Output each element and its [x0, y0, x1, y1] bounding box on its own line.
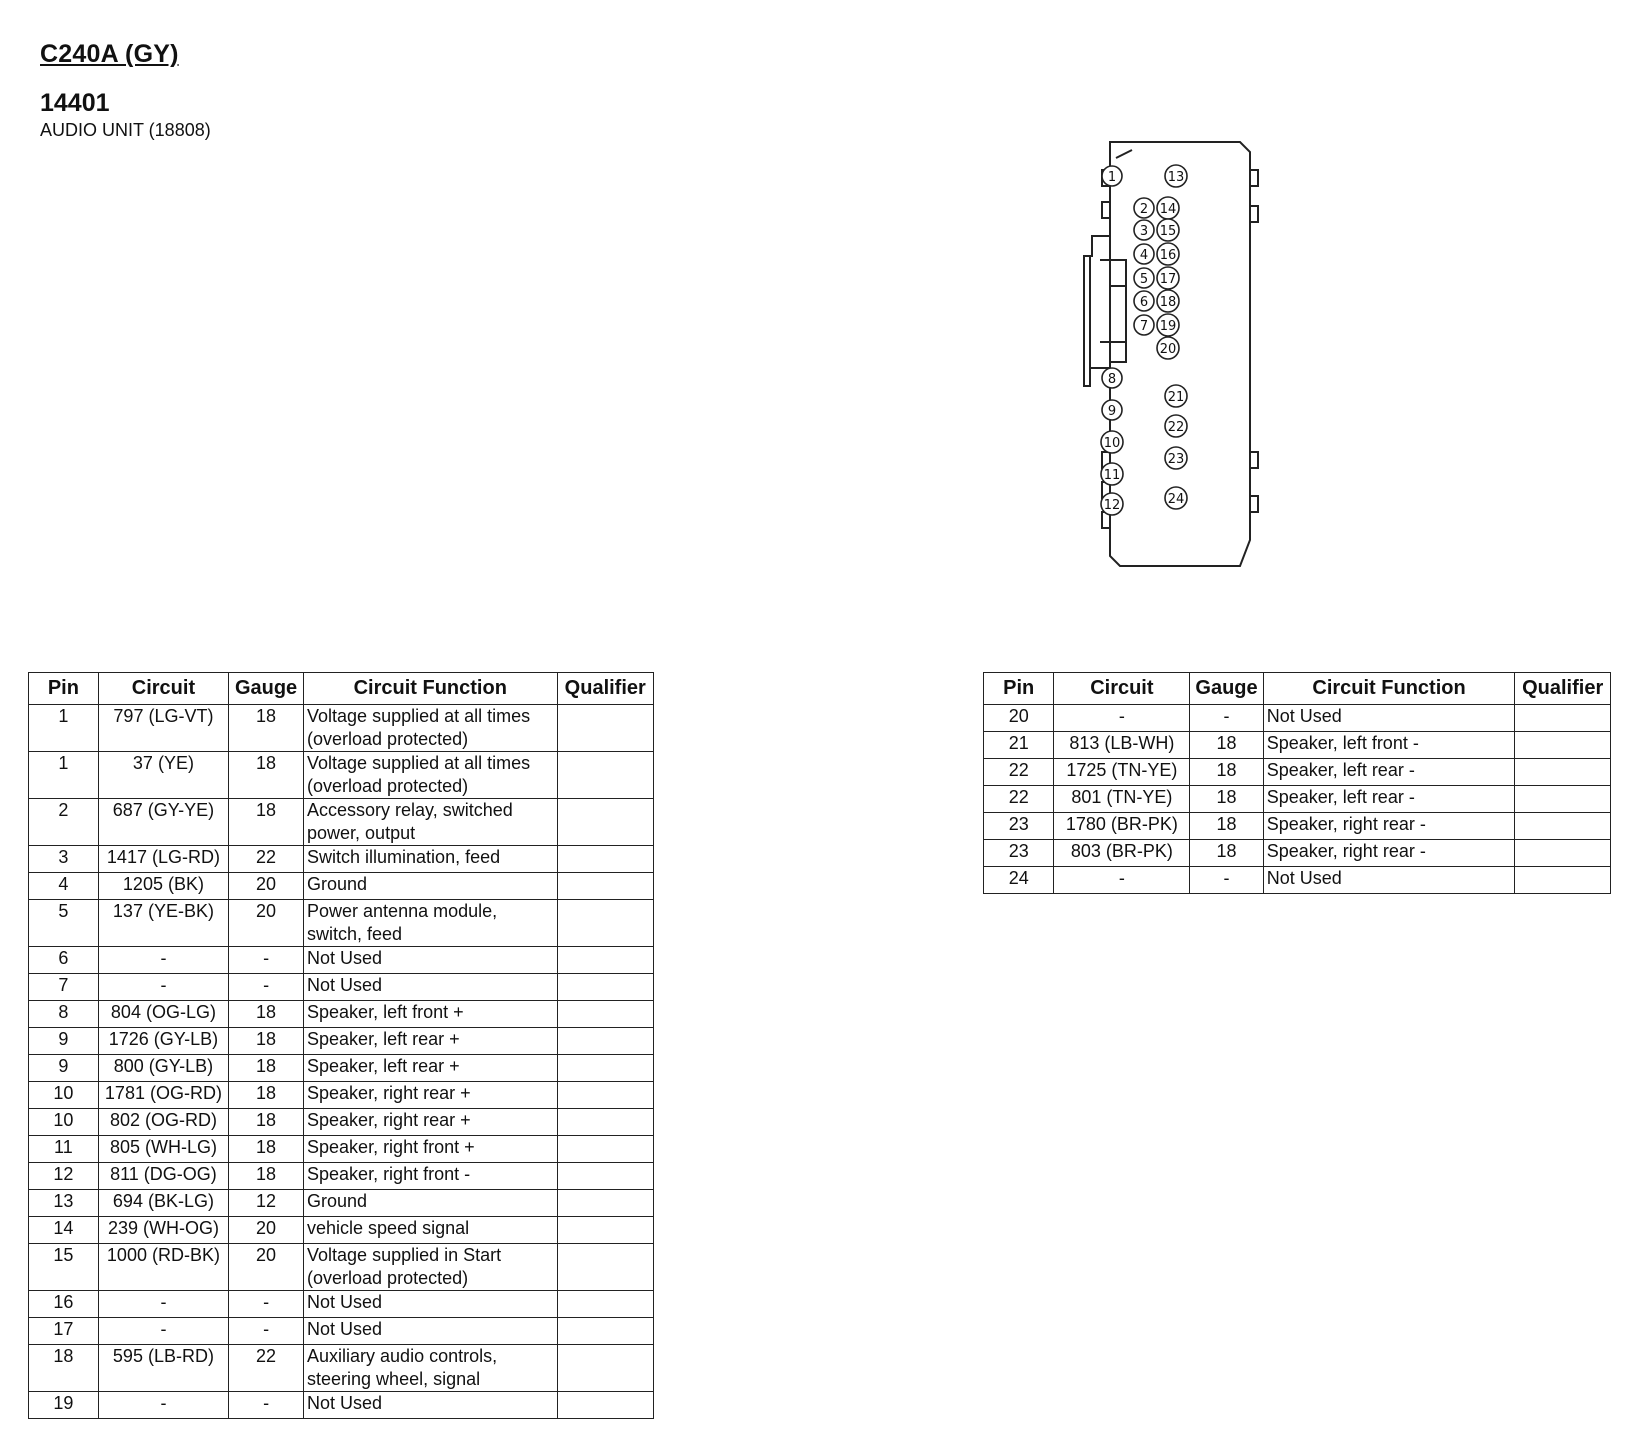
pin-marker	[1157, 219, 1179, 241]
cell-gauge: 18	[229, 799, 304, 846]
table-row	[29, 873, 654, 900]
table-row	[29, 846, 654, 873]
cell-gauge: 18	[1190, 732, 1263, 759]
table-header-row	[29, 673, 654, 705]
pin-label: 21	[1167, 390, 1185, 405]
cell-function: Auxiliary audio controls, steering wheel, signal	[304, 1345, 557, 1392]
cell-circuit: 1417 (LG-RD)	[98, 846, 228, 873]
pin-marker	[1157, 197, 1179, 219]
cell-pin: 3	[29, 846, 99, 873]
pin-marker	[1134, 315, 1154, 335]
cell-pin: 23	[984, 813, 1054, 840]
cell-qualifier	[557, 1217, 654, 1244]
pin-marker	[1165, 385, 1187, 407]
pin-label: 9	[1107, 404, 1117, 419]
cell-function: Speaker, right rear +	[304, 1082, 557, 1109]
cell-circuit: 137 (YE-BK)	[98, 900, 228, 947]
cell-qualifier	[557, 1190, 654, 1217]
cell-pin: 2	[29, 799, 99, 846]
cell-pin: 15	[29, 1244, 99, 1291]
cell-function: Power antenna module, switch, feed	[304, 900, 557, 947]
cell-gauge: 18	[1190, 840, 1263, 867]
document-header	[40, 40, 211, 141]
cell-gauge: 18	[229, 705, 304, 752]
cell-qualifier	[557, 1244, 654, 1291]
cell-gauge: 18	[229, 1001, 304, 1028]
cell-function: Not Used	[1263, 705, 1515, 732]
cell-pin: 21	[984, 732, 1054, 759]
table-row	[984, 813, 1611, 840]
cell-qualifier	[557, 705, 654, 752]
cell-pin: 17	[29, 1318, 99, 1345]
cell-qualifier	[1515, 786, 1611, 813]
cell-pin: 22	[984, 759, 1054, 786]
table-row	[29, 1217, 654, 1244]
cell-circuit: 687 (GY-YE)	[98, 799, 228, 846]
cell-gauge: -	[1190, 867, 1263, 894]
table-row	[29, 900, 654, 947]
cell-qualifier	[557, 1392, 654, 1419]
cell-pin: 7	[29, 974, 99, 1001]
cell-function: Accessory relay, switched power, output	[304, 799, 557, 846]
cell-function: Speaker, left rear +	[304, 1055, 557, 1082]
table-row	[29, 1318, 654, 1345]
cell-circuit: 813 (LB-WH)	[1054, 732, 1190, 759]
cell-gauge: 18	[229, 1028, 304, 1055]
cell-qualifier	[557, 974, 654, 1001]
cell-gauge: 20	[229, 873, 304, 900]
cell-pin: 4	[29, 873, 99, 900]
cell-gauge: 12	[229, 1190, 304, 1217]
pin-label: 23	[1167, 452, 1185, 467]
cell-pin: 11	[29, 1136, 99, 1163]
cell-gauge: 18	[229, 1163, 304, 1190]
cell-pin: 14	[29, 1217, 99, 1244]
cell-function: Not Used	[304, 974, 557, 1001]
cell-function: Speaker, right front -	[304, 1163, 557, 1190]
pin-marker	[1101, 431, 1123, 453]
table-row	[29, 947, 654, 974]
cell-qualifier	[557, 846, 654, 873]
cell-qualifier	[557, 1163, 654, 1190]
pin-marker	[1157, 243, 1179, 265]
table-row	[984, 705, 1611, 732]
pinout-table-right	[983, 672, 1611, 894]
cell-gauge: -	[229, 1291, 304, 1318]
pin-label: 20	[1159, 342, 1177, 357]
cell-gauge: 22	[229, 846, 304, 873]
cell-qualifier	[557, 1028, 654, 1055]
cell-gauge: -	[229, 974, 304, 1001]
pin-label: 17	[1159, 272, 1177, 287]
cell-circuit: 694 (BK-LG)	[98, 1190, 228, 1217]
cell-function: Not Used	[304, 1392, 557, 1419]
column-header-circuit: Circuit	[1054, 673, 1190, 705]
cell-function: Speaker, right rear +	[304, 1109, 557, 1136]
cell-circuit: 797 (LG-VT)	[98, 705, 228, 752]
cell-circuit: 805 (WH-LG)	[98, 1136, 228, 1163]
pin-marker	[1102, 368, 1122, 388]
cell-qualifier	[1515, 813, 1611, 840]
cell-function: Voltage supplied at all times (overload protected)	[304, 752, 557, 799]
cell-qualifier	[557, 1291, 654, 1318]
cell-function: Not Used	[1263, 867, 1515, 894]
pin-marker	[1134, 220, 1154, 240]
pin-label: 13	[1167, 170, 1185, 185]
pin-marker	[1134, 198, 1154, 218]
table-row	[29, 1028, 654, 1055]
pin-marker	[1101, 493, 1123, 515]
cell-circuit: -	[1054, 705, 1190, 732]
pin-marker	[1165, 165, 1187, 187]
cell-circuit: -	[98, 974, 228, 1001]
cell-circuit: 803 (BR-PK)	[1054, 840, 1190, 867]
cell-circuit: 1726 (GY-LB)	[98, 1028, 228, 1055]
cell-qualifier	[557, 799, 654, 846]
cell-gauge: 18	[229, 1136, 304, 1163]
cell-qualifier	[557, 873, 654, 900]
cell-pin: 8	[29, 1001, 99, 1028]
part-description: AUDIO UNIT (18808)	[40, 120, 211, 140]
cell-circuit: 1725 (TN-YE)	[1054, 759, 1190, 786]
pin-marker	[1101, 463, 1123, 485]
part-number: 14401	[40, 89, 110, 117]
table-row	[984, 759, 1611, 786]
cell-circuit: 802 (OG-RD)	[98, 1109, 228, 1136]
cell-qualifier	[557, 900, 654, 947]
cell-function: Speaker, left rear -	[1263, 759, 1515, 786]
cell-gauge: 18	[229, 1055, 304, 1082]
cell-qualifier	[1515, 732, 1611, 759]
cell-gauge: 18	[229, 752, 304, 799]
cell-pin: 13	[29, 1190, 99, 1217]
pin-marker	[1134, 268, 1154, 288]
cell-pin: 23	[984, 840, 1054, 867]
connector-face-diagram	[1080, 136, 1280, 576]
column-header-gauge: Gauge	[229, 673, 304, 705]
cell-function: Speaker, left rear -	[1263, 786, 1515, 813]
cell-pin: 12	[29, 1163, 99, 1190]
cell-circuit: 595 (LB-RD)	[98, 1345, 228, 1392]
column-header-function: Circuit Function	[1263, 673, 1515, 705]
cell-circuit: -	[98, 947, 228, 974]
cell-circuit: 804 (OG-LG)	[98, 1001, 228, 1028]
table-row	[984, 786, 1611, 813]
table-row	[29, 1392, 654, 1419]
cell-function: vehicle speed signal	[304, 1217, 557, 1244]
column-header-pin: Pin	[984, 673, 1054, 705]
table-row	[984, 840, 1611, 867]
cell-function: Voltage supplied in Start (overload protected)	[304, 1244, 557, 1291]
table-row	[29, 1136, 654, 1163]
cell-circuit: 1780 (BR-PK)	[1054, 813, 1190, 840]
pin-label: 11	[1103, 468, 1121, 483]
cell-function: Not Used	[304, 947, 557, 974]
pin-label: 10	[1103, 436, 1121, 451]
cell-function: Not Used	[304, 1318, 557, 1345]
cell-pin: 20	[984, 705, 1054, 732]
pin-marker	[1165, 447, 1187, 469]
pin-label: 12	[1103, 498, 1121, 513]
table-row	[29, 1109, 654, 1136]
table-row	[29, 799, 654, 846]
pin-marker	[1157, 314, 1179, 336]
cell-pin: 24	[984, 867, 1054, 894]
column-header-gauge: Gauge	[1190, 673, 1263, 705]
cell-function: Switch illumination, feed	[304, 846, 557, 873]
cell-qualifier	[557, 752, 654, 799]
cell-circuit: -	[1054, 867, 1190, 894]
table-row	[29, 974, 654, 1001]
cell-function: Voltage supplied at all times (overload protected)	[304, 705, 557, 752]
cell-circuit: 800 (GY-LB)	[98, 1055, 228, 1082]
cell-circuit: 1781 (OG-RD)	[98, 1082, 228, 1109]
table-row	[29, 752, 654, 799]
cell-pin: 19	[29, 1392, 99, 1419]
table-row	[29, 1291, 654, 1318]
cell-function: Speaker, left rear +	[304, 1028, 557, 1055]
pin-label: 18	[1159, 295, 1177, 310]
cell-gauge: 18	[1190, 759, 1263, 786]
cell-gauge: 22	[229, 1345, 304, 1392]
cell-circuit: 239 (WH-OG)	[98, 1217, 228, 1244]
pin-label: 15	[1159, 224, 1177, 239]
cell-qualifier	[557, 1109, 654, 1136]
cell-qualifier	[557, 1001, 654, 1028]
pin-marker	[1157, 267, 1179, 289]
pin-label: 19	[1159, 319, 1177, 334]
cell-pin: 18	[29, 1345, 99, 1392]
pin-marker	[1134, 291, 1154, 311]
table-row	[29, 1082, 654, 1109]
cell-gauge: -	[229, 1392, 304, 1419]
cell-gauge: -	[229, 947, 304, 974]
cell-qualifier	[557, 1082, 654, 1109]
table-row	[29, 705, 654, 752]
cell-gauge: 20	[229, 1244, 304, 1291]
cell-circuit: 1205 (BK)	[98, 873, 228, 900]
cell-function: Not Used	[304, 1291, 557, 1318]
table-row	[29, 1001, 654, 1028]
cell-circuit: -	[98, 1392, 228, 1419]
cell-function: Speaker, left front -	[1263, 732, 1515, 759]
cell-gauge: 18	[1190, 786, 1263, 813]
pin-marker	[1157, 290, 1179, 312]
cell-circuit: -	[98, 1318, 228, 1345]
cell-pin: 5	[29, 900, 99, 947]
table-row	[29, 1345, 654, 1392]
cell-qualifier	[1515, 840, 1611, 867]
cell-pin: 10	[29, 1082, 99, 1109]
cell-pin: 9	[29, 1028, 99, 1055]
pin-label: 8	[1107, 372, 1117, 387]
cell-qualifier	[557, 947, 654, 974]
cell-circuit: 801 (TN-YE)	[1054, 786, 1190, 813]
pin-marker	[1157, 337, 1179, 359]
pin-label: 5	[1139, 272, 1149, 287]
pin-marker	[1102, 166, 1122, 186]
connector-title: C240A (GY)	[40, 40, 179, 68]
cell-pin: 9	[29, 1055, 99, 1082]
cell-function: Ground	[304, 1190, 557, 1217]
cell-qualifier	[557, 1345, 654, 1392]
table-row	[29, 1055, 654, 1082]
table-row	[984, 732, 1611, 759]
table-row	[984, 867, 1611, 894]
cell-qualifier	[557, 1318, 654, 1345]
cell-function: Speaker, right rear -	[1263, 813, 1515, 840]
cell-function: Speaker, right rear -	[1263, 840, 1515, 867]
cell-gauge: 18	[229, 1082, 304, 1109]
pin-marker	[1102, 400, 1122, 420]
cell-circuit: -	[98, 1291, 228, 1318]
column-header-qualifier: Qualifier	[557, 673, 654, 705]
pinout-table-left	[28, 672, 654, 1419]
column-header-function: Circuit Function	[304, 673, 557, 705]
pin-label: 6	[1139, 295, 1149, 310]
cell-circuit: 1000 (RD-BK)	[98, 1244, 228, 1291]
column-header-circuit: Circuit	[98, 673, 228, 705]
cell-function: Ground	[304, 873, 557, 900]
cell-circuit: 37 (YE)	[98, 752, 228, 799]
cell-function: Speaker, left front +	[304, 1001, 557, 1028]
cell-qualifier	[1515, 759, 1611, 786]
cell-gauge: 20	[229, 1217, 304, 1244]
table-row	[29, 1163, 654, 1190]
pin-marker	[1134, 244, 1154, 264]
pin-marker	[1165, 415, 1187, 437]
cell-pin: 22	[984, 786, 1054, 813]
cell-pin: 16	[29, 1291, 99, 1318]
pin-label: 4	[1139, 248, 1149, 263]
cell-pin: 1	[29, 752, 99, 799]
cell-qualifier	[1515, 705, 1611, 732]
pin-label: 3	[1139, 224, 1149, 239]
cell-gauge: 18	[1190, 813, 1263, 840]
pin-label: 1	[1107, 170, 1117, 185]
cell-qualifier	[557, 1055, 654, 1082]
pin-label: 2	[1139, 202, 1149, 217]
cell-gauge: -	[229, 1318, 304, 1345]
cell-pin: 10	[29, 1109, 99, 1136]
table-row	[29, 1244, 654, 1291]
cell-qualifier	[557, 1136, 654, 1163]
cell-gauge: -	[1190, 705, 1263, 732]
pin-marker	[1165, 487, 1187, 509]
pin-label: 14	[1159, 202, 1177, 217]
pin-label: 22	[1167, 420, 1185, 435]
cell-pin: 6	[29, 947, 99, 974]
table-header-row	[984, 673, 1611, 705]
cell-circuit: 811 (DG-OG)	[98, 1163, 228, 1190]
pin-label: 24	[1167, 492, 1185, 507]
cell-qualifier	[1515, 867, 1611, 894]
cell-gauge: 20	[229, 900, 304, 947]
cell-function: Speaker, right front +	[304, 1136, 557, 1163]
pin-label: 7	[1139, 319, 1149, 334]
column-header-pin: Pin	[29, 673, 99, 705]
cell-gauge: 18	[229, 1109, 304, 1136]
table-row	[29, 1190, 654, 1217]
column-header-qualifier: Qualifier	[1515, 673, 1611, 705]
connector-latch	[1084, 236, 1110, 386]
pin-label: 16	[1159, 248, 1177, 263]
cell-pin: 1	[29, 705, 99, 752]
